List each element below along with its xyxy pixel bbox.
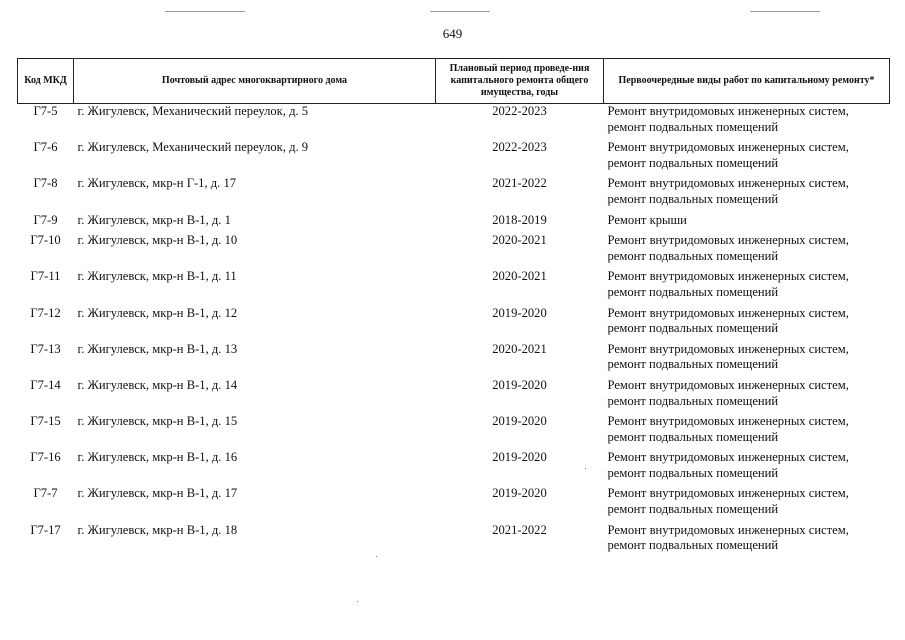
- cell-works: Ремонт внутридомовых инженерных систем, ремонт подвальных помещений: [607, 104, 849, 134]
- cell-period: 2019-2020: [492, 377, 547, 392]
- cell-address: г. Жигулевск, мкр-н В-1, д. 18: [77, 522, 238, 537]
- cell-period: 2018-2019: [492, 212, 547, 227]
- cell-works: Ремонт внутридомовых инженерных систем, ремонт подвальных помещений: [607, 176, 849, 206]
- cell-period: 2019-2020: [492, 414, 547, 429]
- table-row: [18, 306, 890, 342]
- table-row: [18, 414, 890, 450]
- scan-mark-center: [430, 11, 490, 12]
- table-header-row: [18, 59, 890, 104]
- cell-period: 2021-2022: [492, 522, 547, 537]
- scan-mark-left: [165, 11, 245, 12]
- table-row: [18, 269, 890, 305]
- cell-works: Ремонт внутридомовых инженерных систем, ремонт подвальных помещений: [607, 341, 849, 372]
- cell-works: Ремонт внутридомовых инженерных систем, ремонт подвальных помещений: [607, 414, 849, 444]
- cell-code: Г7-16: [30, 450, 61, 465]
- cell-address: г. Жигулевск, мкр-н В-1, д. 15: [77, 414, 238, 429]
- cell-works: Ремонт внутридомовых инженерных систем, ремонт подвальных помещений: [607, 305, 849, 336]
- cell-address: г. Жигулевск, мкр-н В-1, д. 16: [77, 450, 238, 465]
- table-row: [18, 213, 890, 234]
- repair-schedule-table: [17, 58, 890, 559]
- cell-code: Г7-12: [30, 305, 61, 320]
- cell-code: Г7-13: [30, 341, 61, 356]
- scan-mark-right: [750, 11, 820, 12]
- cell-period: 2020-2021: [492, 341, 547, 356]
- header-period: Плановый период проведе-ния капитального ремонта общего имущества, годы: [436, 59, 604, 104]
- cell-address: г. Жигулевск, мкр-н В-1, д. 14: [77, 377, 238, 392]
- page-number: 649: [442, 26, 463, 41]
- table-row: [18, 523, 890, 559]
- cell-period: 2021-2022: [492, 176, 547, 191]
- header-address: Почтовый адрес многоквартирного дома: [74, 59, 436, 104]
- cell-code: Г7-5: [33, 104, 58, 118]
- cell-code: Г7-6: [33, 140, 58, 155]
- table-body: [18, 104, 890, 559]
- cell-period: 2019-2020: [492, 486, 547, 501]
- cell-address: г. Жигулевск, Механический переулок, д. 9: [77, 140, 309, 155]
- cell-works: Ремонт внутридомовых инженерных систем, ремонт подвальных помещений: [607, 486, 849, 517]
- cell-address: г. Жигулевск, мкр-н В-1, д. 13: [77, 341, 238, 356]
- cell-works: Ремонт внутридомовых инженерных систем, ремонт подвальных помещений: [607, 377, 849, 408]
- cell-address: г. Жигулевск, Механический переулок, д. 5: [77, 104, 309, 118]
- scan-speck: [585, 468, 586, 469]
- table-row: [18, 176, 890, 212]
- cell-address: г. Жигулевск, мкр-н В-1, д. 1: [77, 212, 231, 227]
- cell-code: Г7-14: [30, 377, 61, 392]
- table-row: [18, 450, 890, 486]
- cell-period: 2020-2021: [492, 269, 547, 284]
- cell-code: Г7-17: [30, 522, 61, 537]
- cell-code: Г7-8: [33, 176, 58, 191]
- table-row: [18, 104, 890, 141]
- header-code: Код МКД: [18, 59, 74, 104]
- cell-period: 2019-2020: [492, 450, 547, 465]
- table-row: [18, 342, 890, 378]
- cell-works: Ремонт внутридомовых инженерных систем, ремонт подвальных помещений: [607, 269, 849, 299]
- table-row: [18, 140, 890, 176]
- cell-period: 2022-2023: [492, 104, 547, 118]
- cell-works: Ремонт внутридомовых инженерных систем, ремонт подвальных помещений: [607, 233, 849, 263]
- cell-address: г. Жигулевск, мкр-н В-1, д. 10: [77, 233, 238, 248]
- cell-works: Ремонт внутридомовых инженерных систем, ремонт подвальных помещений: [607, 522, 849, 553]
- table-row: [18, 486, 890, 522]
- table-row: [18, 233, 890, 269]
- cell-period: 2020-2021: [492, 233, 547, 248]
- scan-speck: [357, 601, 358, 602]
- scan-speck: [376, 556, 377, 557]
- cell-code: Г7-15: [30, 414, 61, 429]
- cell-address: г. Жигулевск, мкр-н В-1, д. 11: [77, 269, 237, 284]
- cell-address: г. Жигулевск, мкр-н В-1, д. 12: [77, 305, 238, 320]
- cell-period: 2019-2020: [492, 305, 547, 320]
- cell-works: Ремонт внутридомовых инженерных систем, ремонт подвальных помещений: [607, 140, 849, 170]
- cell-code: Г7-10: [30, 233, 61, 248]
- cell-code: Г7-9: [33, 212, 58, 227]
- cell-address: г. Жигулевск, мкр-н В-1, д. 17: [77, 486, 238, 501]
- header-works: Первоочередные виды работ по капитальному ремонту*: [604, 59, 890, 104]
- cell-period: 2022-2023: [492, 140, 547, 155]
- cell-address: г. Жигулевск, мкр-н Г-1, д. 17: [77, 176, 237, 191]
- cell-code: Г7-11: [30, 269, 61, 284]
- cell-code: Г7-7: [33, 486, 58, 501]
- cell-works: Ремонт крыши: [607, 212, 687, 227]
- cell-works: Ремонт внутридомовых инженерных систем, ремонт подвальных помещений: [607, 450, 849, 480]
- table-row: [18, 378, 890, 414]
